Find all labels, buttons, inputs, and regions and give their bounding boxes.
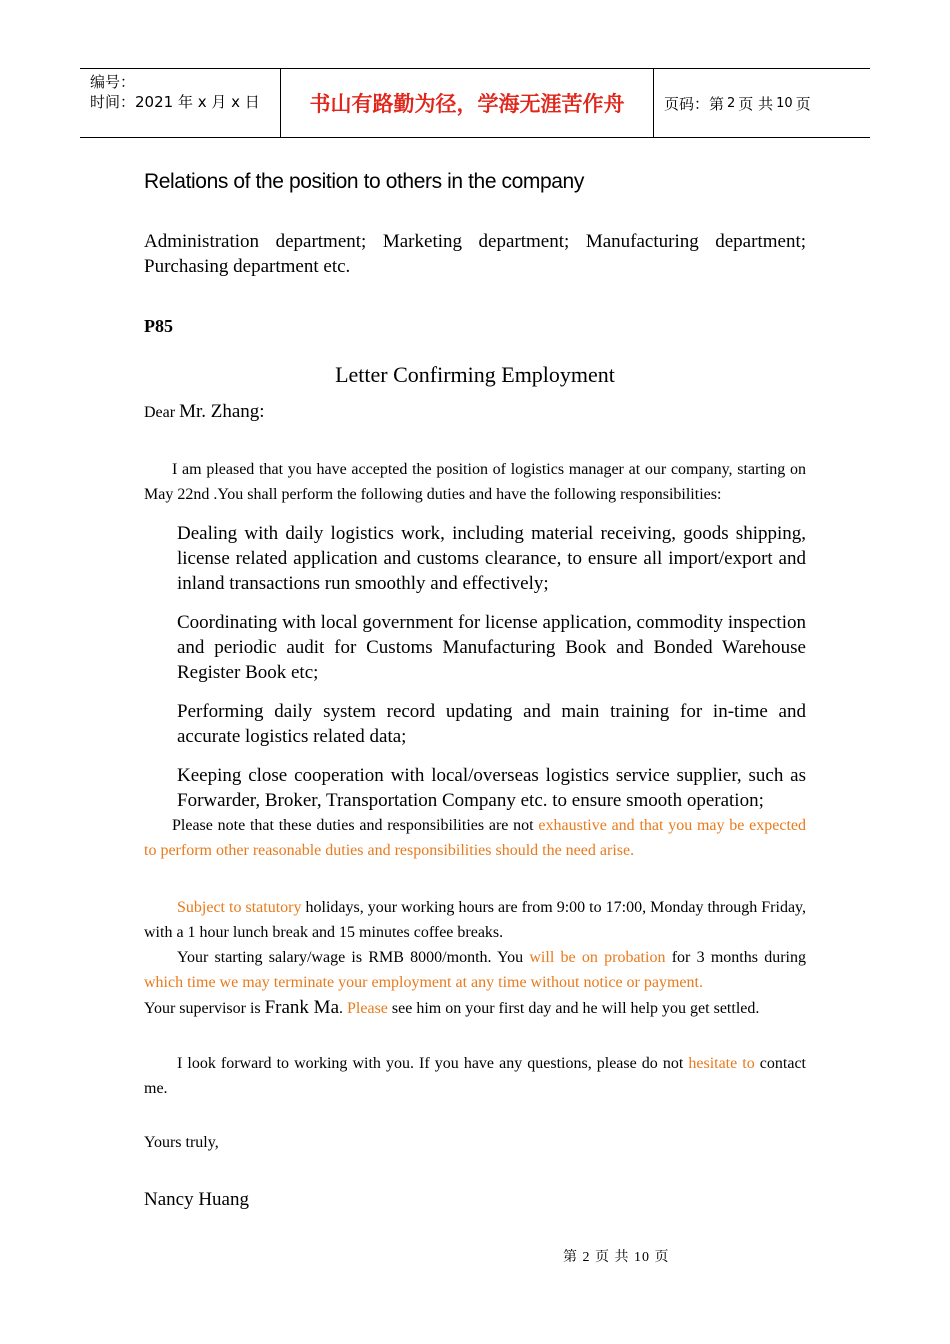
salutation-word: Dear bbox=[144, 404, 176, 421]
hesitate-highlight: hesitate to bbox=[688, 1055, 755, 1072]
hours-text: holidays, your working hours are from 9:00 to 17:00, Monday through Friday, with a 1 hour lunch break and 15 minutes coffee breaks. bbox=[144, 899, 806, 941]
closing-line: Yours truly, bbox=[144, 1134, 219, 1151]
recipient-name: Mr. Zhang: bbox=[179, 401, 265, 422]
intro-paragraph: I am pleased that you have accepted the position of logistics manager at our company, starting on May 22nd .You shall perform the following duties and have the following responsibilities: bbox=[144, 461, 806, 503]
header-left-cell bbox=[80, 69, 281, 137]
signer-name: Nancy Huang bbox=[144, 1189, 249, 1210]
supervisor-text-1: Your supervisor is bbox=[144, 1000, 265, 1017]
supervisor-paragraph bbox=[144, 995, 806, 1021]
duty-item: Dealing with daily logistics work, including material receiving, goods shipping, license related application and customs clearance, to ensure all import/export and inland transactions run smoothly and effectively; bbox=[177, 523, 806, 594]
supervisor-text-2: . bbox=[339, 1000, 348, 1017]
hours-highlight: Subject to statutory bbox=[177, 899, 302, 916]
forward-text-2: contact me. bbox=[144, 1055, 806, 1097]
page-header bbox=[80, 68, 870, 138]
please-highlight: Please bbox=[347, 1000, 388, 1017]
supervisor-text-3: see him on your first day and he will help you get settled. bbox=[387, 1000, 760, 1017]
forward-text-1: I look forward to working with you. If you have any questions, please do not bbox=[177, 1055, 689, 1072]
page-mid: 页 共 bbox=[738, 94, 774, 113]
duty-item: Keeping close cooperation with local/overseas logistics service supplier, such as Forwarder, Broker, Transportation Company etc. to ensure smooth operation; bbox=[177, 765, 806, 811]
note-text: Please note that these duties and responsibilities are not bbox=[172, 817, 539, 834]
salary-text-2: for 3 months during bbox=[665, 949, 807, 966]
page-total: 10 bbox=[776, 95, 793, 111]
probation-highlight: will be on probation bbox=[529, 949, 666, 966]
page-footer: 第 2 页 共 10 页 bbox=[563, 1250, 670, 1265]
header-page-info bbox=[654, 69, 870, 137]
section-title: Relations of the position to others in the company bbox=[144, 170, 584, 193]
page-reference: P85 bbox=[144, 316, 173, 336]
salary-paragraph bbox=[144, 945, 806, 995]
time-label: 时间：2021 年 x 月 x 日 bbox=[90, 93, 260, 111]
termination-highlight: which time we may terminate your employment at any time without notice or payment. bbox=[144, 974, 703, 991]
hours-paragraph bbox=[144, 895, 806, 945]
note-highlight: exhaustive and that you may be expected to perform other reasonable duties and responsibilities should the need arise. bbox=[144, 817, 807, 859]
salutation bbox=[144, 401, 265, 423]
page-suffix: 页 bbox=[795, 94, 811, 113]
closing-paragraph bbox=[144, 1051, 806, 1101]
salary-text-1: Your starting salary/wage is RMB 8000/month. You bbox=[177, 949, 530, 966]
page-prefix: 页码：第 bbox=[664, 94, 725, 113]
letter-title: Letter Confirming Employment bbox=[335, 362, 615, 387]
header-motto: 书山有路勤为径，学海无涯苦作舟 bbox=[281, 69, 654, 137]
page-current: 2 bbox=[727, 95, 736, 111]
duty-item: Coordinating with local government for license application, commodity inspection and periodic audit for Customs Manufacturing Book and Bonded Warehouse Register Book etc; bbox=[177, 612, 806, 683]
duty-item: Performing daily system record updating and main training for in-time and accurate logistics related data; bbox=[177, 701, 806, 747]
number-label: 编号： bbox=[90, 73, 136, 91]
note-paragraph bbox=[144, 813, 806, 863]
departments-text: Administration department; Marketing department; Manufacturing department; Purchasing department etc. bbox=[144, 231, 806, 277]
supervisor-name: Frank Ma bbox=[264, 997, 340, 1018]
duties-list bbox=[177, 521, 806, 813]
